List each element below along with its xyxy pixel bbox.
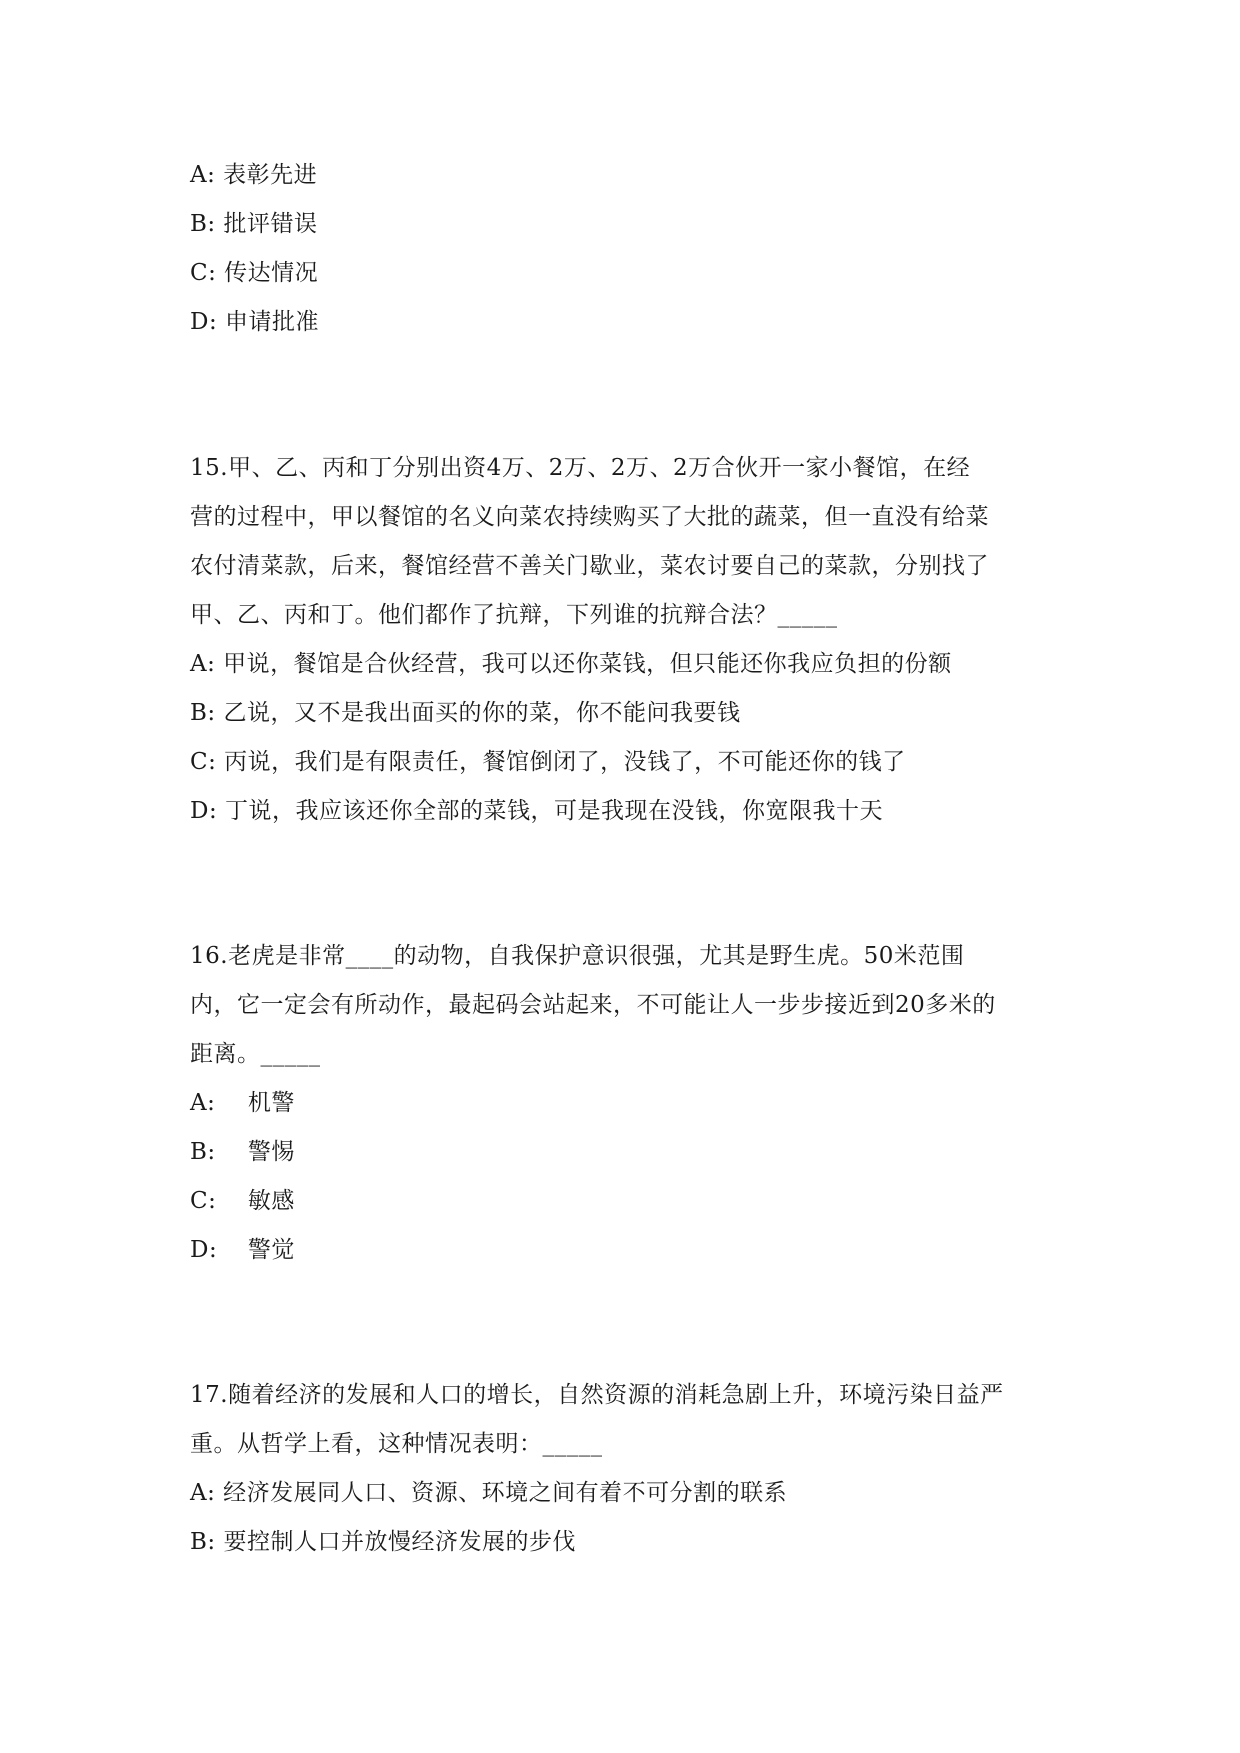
q17-stem-line: 重。从哲学上看，这种情况表明：_____ bbox=[190, 1431, 603, 1457]
q14-option-c bbox=[190, 258, 1070, 288]
q15-stem-line: 营的过程中，甲以餐馆的名义向菜农持续购买了大批的蔬菜，但一直没有给菜 bbox=[190, 504, 989, 530]
q15-option-d bbox=[190, 796, 1070, 826]
q16-option-b bbox=[190, 1137, 1070, 1167]
option-text: 要控制人口并放慢经济发展的步伐 bbox=[223, 1529, 576, 1555]
option-key: A: bbox=[190, 1090, 216, 1116]
q17-option-b bbox=[190, 1527, 1070, 1557]
q16-option-a bbox=[190, 1088, 1070, 1118]
option-key: A: bbox=[190, 651, 216, 677]
option-key: A: bbox=[190, 162, 216, 188]
option-text: 警觉 bbox=[247, 1237, 295, 1263]
q15-option-a bbox=[190, 649, 1070, 679]
option-text: 警惕 bbox=[247, 1139, 295, 1165]
option-key: B: bbox=[190, 1139, 216, 1165]
option-key: A: bbox=[190, 1480, 216, 1506]
option-text: 经济发展同人口、资源、环境之间有着不可分割的联系 bbox=[223, 1480, 788, 1506]
option-text: 甲说，餐馆是合伙经营，我可以还你菜钱，但只能还你我应负担的份额 bbox=[223, 651, 952, 677]
option-key: D: bbox=[190, 309, 218, 335]
option-key: C: bbox=[190, 260, 217, 286]
option-text: 敏感 bbox=[247, 1188, 295, 1214]
q16-stem-line: 距离。_____ bbox=[190, 1041, 321, 1067]
q15-option-c bbox=[190, 747, 1070, 777]
option-key: C: bbox=[190, 1188, 217, 1214]
option-text: 丁说，我应该还你全部的菜钱，可是我现在没钱，你宽限我十天 bbox=[225, 798, 884, 824]
q14-option-d bbox=[190, 307, 1070, 337]
q14-option-b bbox=[190, 209, 1070, 239]
option-key: D: bbox=[190, 1237, 218, 1263]
q15-option-b bbox=[190, 698, 1070, 728]
option-key: C: bbox=[190, 749, 217, 775]
option-text: 丙说，我们是有限责任，餐馆倒闭了，没钱了，不可能还你的钱了 bbox=[224, 749, 906, 775]
option-text: 批评错误 bbox=[223, 211, 318, 237]
option-text: 申请批准 bbox=[225, 309, 320, 335]
option-text: 机警 bbox=[247, 1090, 295, 1116]
q15-stem-line: 甲、乙、丙和丁。他们都作了抗辩，下列谁的抗辩合法？_____ bbox=[190, 602, 838, 628]
q16-stem-line: 内，它一定会有所动作，最起码会站起来，不可能让人一步步接近到20多米的 bbox=[190, 992, 996, 1018]
q16-option-d bbox=[190, 1235, 1070, 1265]
option-key: D: bbox=[190, 798, 218, 824]
q14-option-a bbox=[190, 160, 1070, 190]
option-key: B: bbox=[190, 211, 216, 237]
q15-stem-line: 农付清菜款，后来，餐馆经营不善关门歇业，菜农讨要自己的菜款，分别找了 bbox=[190, 553, 989, 579]
option-text: 传达情况 bbox=[224, 260, 319, 286]
q15-stem-line: 15.甲、乙、丙和丁分别出资4万、2万、2万、2万合伙开一家小餐馆，在经 bbox=[190, 455, 971, 481]
q17-option-a bbox=[190, 1478, 1070, 1508]
q16-option-c bbox=[190, 1186, 1070, 1216]
option-text: 乙说，又不是我出面买的你的菜，你不能问我要钱 bbox=[223, 700, 741, 726]
q17-stem-line: 17.随着经济的发展和人口的增长，自然资源的消耗急剧上升，环境污染日益严 bbox=[190, 1382, 1004, 1408]
option-text: 表彰先进 bbox=[223, 162, 318, 188]
option-key: B: bbox=[190, 1529, 216, 1555]
q16-stem-line: 16.老虎是非常____的动物，自我保护意识很强，尤其是野生虎。50米范围 bbox=[190, 943, 965, 969]
option-key: B: bbox=[190, 700, 216, 726]
